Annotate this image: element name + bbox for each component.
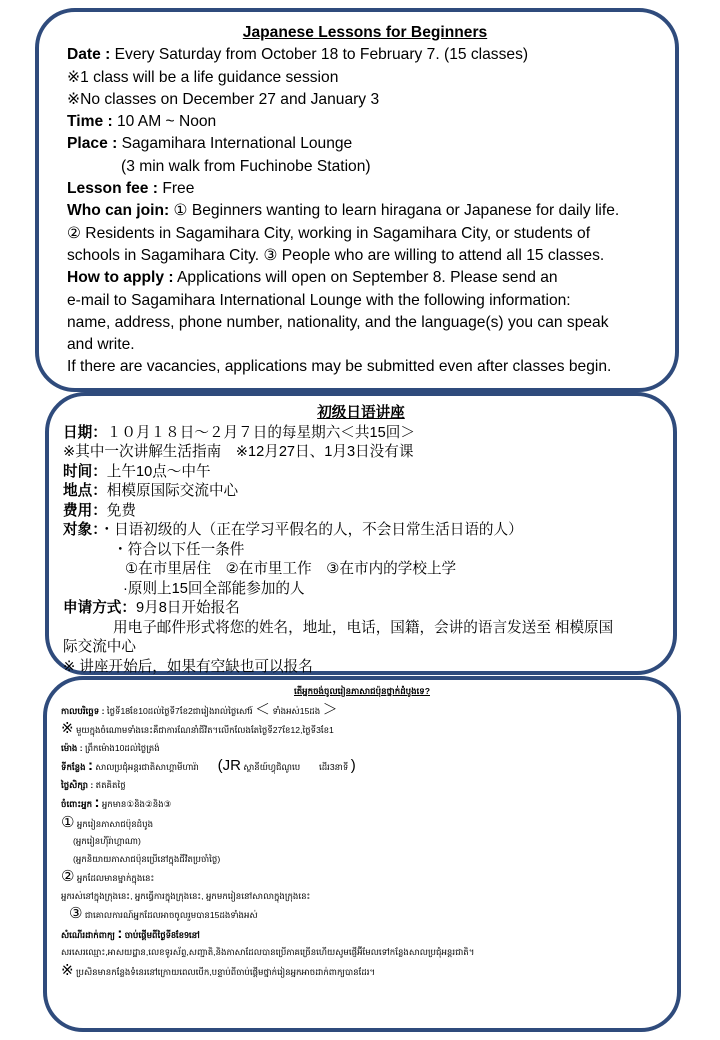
apply-line4: and write. — [67, 336, 135, 354]
km-item2-mark: ② — [61, 868, 75, 885]
km-item3-value: ជាគោលការណ៍អ្នកដែលអាចចូលរួមបាន15ដងទាំងអស់ — [84, 910, 258, 920]
who-line3: schools in Sagamihara City. ③ People who are willing to attend all 15 classes. — [67, 246, 605, 264]
zh-time-value: 上午10点～中午 — [106, 463, 211, 480]
km-apply-label: សំណើរដាក់ពាក្យ — [61, 929, 115, 940]
zh-apply-line2: 用电子邮件形式将您的姓名，地址，电话，国籍，会讲的语言发送至 相模原国 — [113, 619, 614, 636]
zh-target-line4: ·原则上15回全部能参加的人 — [123, 580, 305, 597]
zh-date-label: 日期： — [63, 424, 107, 441]
apply-line3: name, address, phone number, nationality, and the language(s) you can speak — [67, 313, 609, 331]
zh-apply-value: 9月8日开始报名 — [135, 600, 240, 616]
time-value: 10 AM ~ Noon — [112, 113, 217, 131]
km-note2-value: ប្រសិនមានកន្លែងទំនេរនៅក្រោយពេលបើក,បន្ទាប់ពីចាប់ផ្តើមថ្នាក់រៀនអ្នកអាចដាក់ពាក្យបានដែរ។ — [75, 966, 376, 977]
date-label: Date : — [67, 46, 111, 64]
km-date-open: ＜ — [255, 700, 271, 718]
km-item1-sub2: (អ្នកនិយាយភាសាជប៉ុនប្រើនៅក្នុងជីវិតប្រចាំថ្ងៃ) — [73, 853, 221, 864]
khmer-title: តើអ្នកចង់ចូលរៀនភាសាជប៉ុនថ្នាក់ដំបូងទេ? — [293, 686, 430, 696]
km-item1-value: អ្នករៀនភាសាជប៉ុនដំបូង — [76, 818, 154, 829]
place-label: Place : — [67, 135, 118, 153]
who-line1: ① Beginners wanting to learn hiragana or Japanese for daily life. — [169, 202, 620, 220]
english-title: Japanese Lessons for Beginners — [242, 24, 488, 41]
zh-target-line1: ・日语初级的人（正在学习平假名的人，不会日常生活日语的人） — [99, 522, 523, 538]
khmer-section: តើអ្នកចង់ចូលរៀនភាសាជប៉ុនថ្នាក់ដំបូងទេ? កាលបរិច្ឆេទ : ថ្ងៃទី18ខែ10ដល់ថ្ងៃទី7ខែ2ជារៀងរាល់ថ្ងៃសៅរ៍ ＜ ទាំងអស់15ដង ＞ ※ មួយក្នុងចំណោមទាំងនេះគឺជាការណែនាំជីវិត។លើកលែងតែថ្ងៃទី27ខែ12,ថ្ងៃទី3ខែ1 ម៉ោង : ព្រឹកម៉ោង10ដល់ថ្ងៃត្រង់ ទីកន្លែង : សាលប្រជុំអន្តរជាតិសាហ្គាមីហារ៉ា (JR ស្ថានីយ៍ហ្វុជិណូបេ ដើរ3នាទី ) ថ្លៃសិក្សា : ឥតគិតថ្លៃ ចំពោះអ្នក : អ្នកមាន①និង②និង③ ① អ្នករៀនភាសាជប៉ុនដំបូង (អ្នករៀនហ៊ីរ៉ាហ្គាណា) (អ្នកនិយាយភាសាជប៉ុនប្រើនៅក្នុងជីវិតប្រចាំថ្ងៃ) ② អ្នកដែលមានម្នាក់ក្នុងនេះ អ្នករស់នៅក្នុងក្រុងនេះ, អ្នកធ្វើការក្នុងក្រុងនេះ, អ្នកមករៀននៅសាលាក្នុងក្រុងនេះ ③ ជាគោលការណ៍អ្នកដែលអាចចូលរួមបាន15ដងទាំងអស់ សំណើរដាក់ពាក្យ : ចាប់ផ្តើមពីថ្ងៃទី8ខែ9នៅ សរសេរឈ្មោះ,អាសយដ្ឋាន,លេខទូរស័ព្ទ,សញ្ជាតិ,និងភាសាដែលបានប្រើភាគច្រើនហើយសូមផ្ញើអ៊ីមែលទៅកន្លែងសាលប្រជុំអន្តរជាតិ។ ※ ប្រសិនមានកន្លែងទំនេរនៅក្រោយពេលបើក,បន្ទាប់ពីចាប់ផ្តើមថ្នាក់រៀនអ្នកអាចដាក់ពាក្យបានដែរ។ — [43, 676, 681, 1032]
zh-apply-line3: 际交流中心 — [63, 639, 136, 655]
chinese-title: 初级日语讲座 — [317, 405, 405, 421]
zh-target-line3: ①在市里居住 ②在市里工作 ③在市内的学校上学 — [125, 561, 457, 577]
zh-fee-value: 免费 — [106, 502, 136, 519]
place-sub: (3 min walk from Fuchinobe Station) — [121, 157, 371, 175]
km-place-mid: ស្ថានីយ៍ហ្វុជិណូបេ — [243, 762, 301, 772]
zh-date-value: １０月１８日～２月７日的每星期六＜共15回＞ — [106, 424, 415, 441]
zh-fee-label: 费用： — [63, 502, 107, 519]
km-place-walk: ដើរ3នាទី — [318, 762, 349, 772]
km-item2-sub: អ្នករស់នៅក្នុងក្រុងនេះ, អ្នកធ្វើការក្នុងក្រុងនេះ, អ្នកមករៀននៅសាលាក្នុងក្រុងនេះ — [61, 890, 311, 901]
km-fee-value: ឥតគិតថ្លៃ — [95, 779, 126, 790]
life-guidance-note: ※1 class will be a life guidance session — [67, 68, 339, 86]
km-item3-mark: ③ — [69, 905, 83, 922]
chinese-section — [45, 392, 677, 675]
apply-line2: e-mail to Sagamihara International Lounge with the following information: — [67, 291, 571, 309]
fee-label: Lesson fee : — [67, 180, 158, 198]
time-label: Time : — [67, 113, 113, 131]
zh-target-label: 对象： — [63, 522, 100, 538]
km-item1-mark: ① — [61, 813, 75, 831]
who-line2: ② Residents in Sagamihara City, working in Sagamihara City, or students of — [67, 224, 591, 242]
zh-apply-note: ※ 讲座开始后，如果有空缺也可以报名 — [63, 658, 313, 675]
zh-note: ※其中一次讲解生活指南 ※12月27日、1月3日没有课 — [63, 444, 414, 460]
km-date-value: ថ្ងៃទី18ខែ10ដល់ថ្ងៃទី7ខែ2ជារៀងរាល់ថ្ងៃសៅរ៍ — [106, 705, 253, 716]
km-apply-line2: សរសេរឈ្មោះ,អាសយដ្ឋាន,លេខទូរស័ព្ទ,សញ្ជាតិ,និងភាសាដែលបានប្រើភាគច្រើនហើយសូមផ្ញើអ៊ីមែលទៅកន្លែងសាលប្រជុំអន្តរជាតិ។ — [61, 947, 475, 957]
zh-place-label: 地点： — [63, 483, 107, 499]
english-section — [35, 8, 679, 392]
apply-line5: If there are vacancies, applications may be submitted even after classes begin. — [67, 358, 612, 376]
apply-label: How to apply : — [67, 269, 174, 287]
fee-value: Free — [158, 180, 195, 198]
km-time-value: ព្រឹកម៉ោង10ដល់ថ្ងៃត្រង់ — [85, 742, 160, 753]
km-place-label: ទីកន្លែង — [61, 762, 86, 772]
no-class-note: ※No classes on December 27 and January 3 — [67, 90, 380, 108]
km-item2-value: អ្នកដែលមានម្នាក់ក្នុងនេះ — [76, 873, 155, 883]
km-time-label: ម៉ោង — [61, 742, 78, 753]
place-value: Sagamihara International Lounge — [117, 135, 353, 153]
zh-target-line2: ・符合以下任一条件 — [113, 541, 245, 558]
date-value: Every Saturday from October 18 to February 7. (15 classes) — [110, 46, 529, 64]
km-place-value: សាលប្រជុំអន្តរជាតិសាហ្គាមីហារ៉ា — [95, 762, 199, 772]
zh-time-label: 时间： — [63, 463, 107, 480]
km-note-value: មួយក្នុងចំណោមទាំងនេះគឺជាការណែនាំជីវិត។លើកលែងតែថ្ងៃទី27ខែ12,ថ្ងៃទី3ខែ1 — [75, 725, 334, 735]
km-note-mark: ※ — [61, 720, 74, 737]
km-target-value: អ្នកមាន①និង②និង③ — [101, 799, 172, 809]
zh-apply-label: 申请方式： — [63, 600, 136, 616]
km-date-label: កាលបរិច្ឆេទ — [61, 705, 100, 716]
km-apply-value: ចាប់ផ្តើមពីថ្ងៃទី8ខែ9នៅ — [124, 929, 200, 940]
who-label: Who can join: — [67, 202, 170, 220]
km-target-label: ចំពោះអ្នក — [61, 799, 93, 809]
km-place-close: ) — [350, 757, 356, 774]
km-note2-mark: ※ — [61, 961, 74, 979]
km-date-count: ទាំងអស់15ដង — [272, 705, 321, 716]
km-item1-sub1: (អ្នករៀនហ៊ីរ៉ាហ្គាណា) — [73, 836, 141, 846]
zh-place-value: 相模原国际交流中心 — [106, 483, 239, 499]
km-place-open: (JR — [217, 757, 241, 774]
apply-line1: Applications will open on September 8. Please send an — [173, 269, 558, 287]
km-date-close: ＞ — [322, 700, 338, 718]
km-fee-label: ថ្លៃសិក្សា — [61, 779, 88, 790]
